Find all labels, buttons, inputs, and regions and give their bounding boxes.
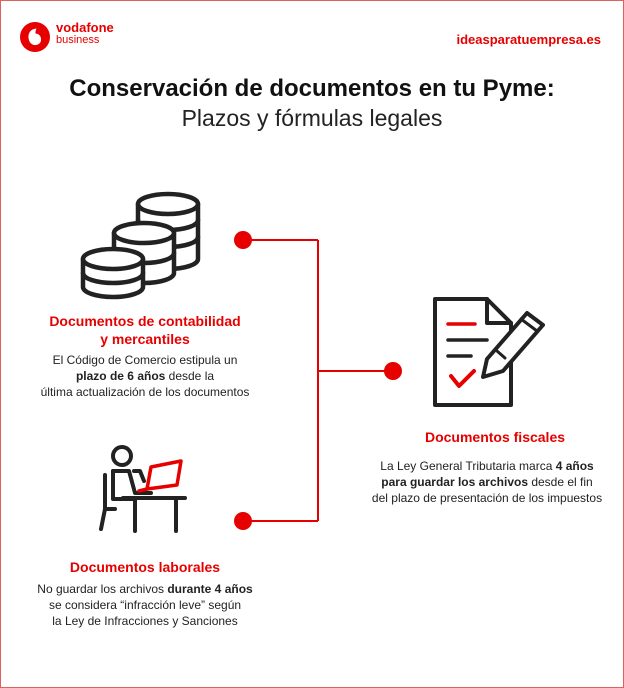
- text-segment: No guardar los archivos: [37, 582, 168, 596]
- highlight-text: durante 4 años: [167, 582, 253, 596]
- coins-stack-icon: [83, 194, 198, 297]
- section-text-fiscal: [356, 458, 618, 507]
- connector-dot-top: [234, 231, 252, 249]
- text-line: El Código de Comercio estipula un: [52, 353, 238, 367]
- section-heading-fiscal: [385, 428, 605, 446]
- section-heading-labor: [41, 558, 249, 576]
- connector-dot-right: [384, 362, 402, 380]
- text-segment: La Ley General Tributaria marca: [380, 459, 556, 473]
- brand-subtitle: business: [56, 33, 100, 46]
- page-title: Conservación de documentos en tu Pyme:: [69, 75, 555, 102]
- brand-title: vodafone: [56, 20, 114, 35]
- text-line: [11, 368, 279, 384]
- document-pen-icon: [435, 299, 543, 405]
- text-segment: desde el fin: [528, 475, 593, 490]
- page-subtitle: Plazos y fórmulas legales: [181, 105, 443, 131]
- connector-dot-bottom: [234, 512, 252, 530]
- heading-line: Documentos laborales: [69, 559, 221, 575]
- laptop-icon: [139, 461, 181, 491]
- text-line: [11, 581, 279, 597]
- text-line: última actualización de los documentos: [40, 385, 250, 400]
- text-line: del plazo de presentación de los impuestos: [371, 491, 603, 506]
- heading-line: Documentos fiscales: [424, 429, 566, 445]
- website-link[interactable]: ideasparatuempresa.es: [456, 32, 601, 47]
- text-line: [356, 474, 618, 490]
- heading-line: Documentos de contabilidad: [49, 313, 241, 329]
- text-line: se considera “infracción leve” según: [48, 598, 242, 613]
- section-heading-accounting: [41, 312, 249, 348]
- section-text-labor: [11, 581, 279, 630]
- heading-line: y mercantiles: [100, 331, 190, 348]
- text-line: la Ley de Infracciones y Sanciones: [52, 614, 238, 629]
- text-segment: desde la: [165, 369, 215, 384]
- highlight-text: plazo de 6 años: [75, 369, 166, 384]
- text-line: [356, 458, 618, 474]
- section-text-accounting: [11, 352, 279, 401]
- highlight-text: 4 años: [555, 459, 594, 473]
- highlight-text: para guardar los archivos: [381, 475, 528, 490]
